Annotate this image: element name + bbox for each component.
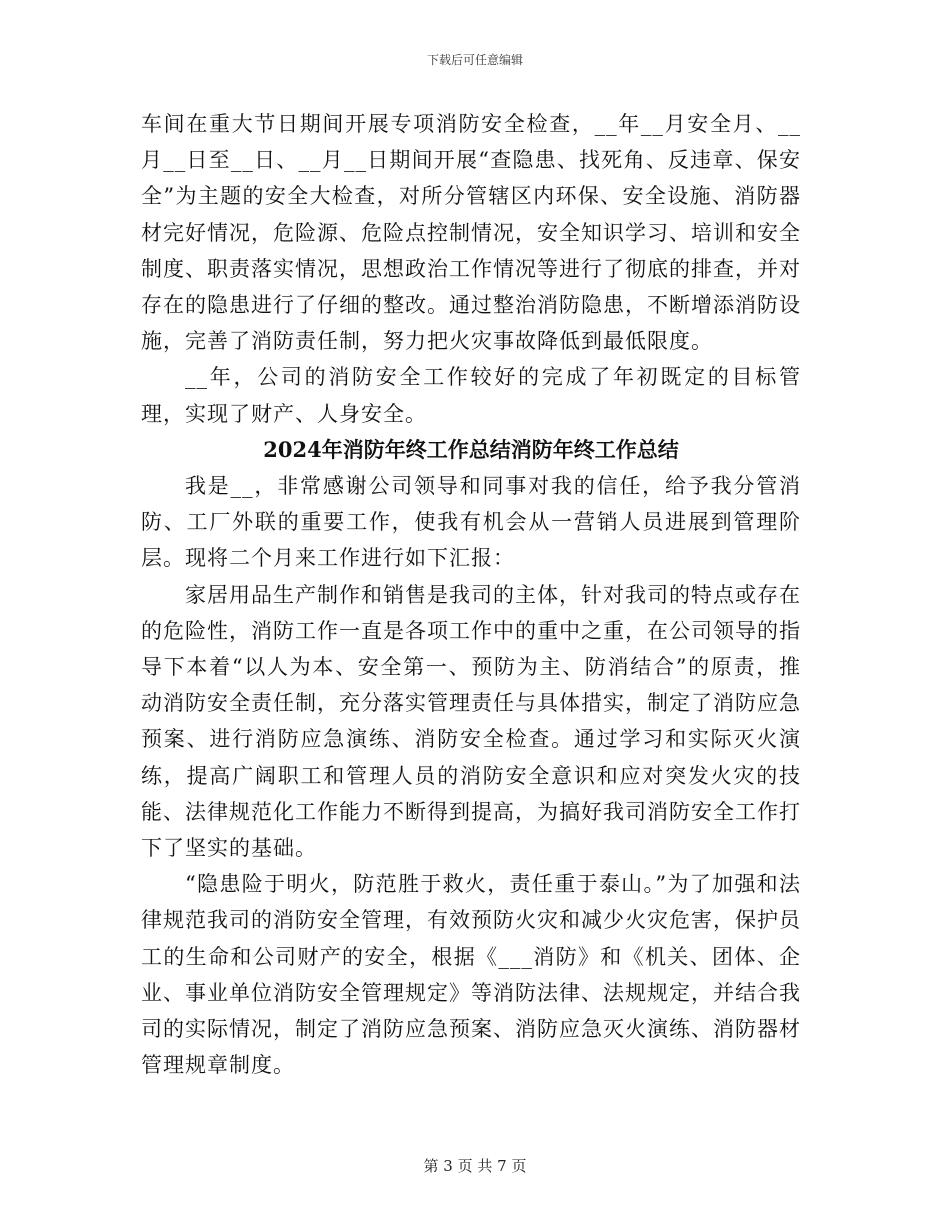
paragraph-fire-inspection: 车间在重大节日期间开展专项消防安全检查，__年__月安全月、__月__日至__日、__月__日期间开展“查隐患、找死角、反违章、保安全”为主题的安全大检查，对所分管辖区内环保、安全设施、消防器材完好情况，危险源、危险点控制情况，安全知识学习、培训和安全制度、职责落实情况，思想政治工作情况等进行了彻底的排查，并对存在的隐患进行了仔细的整改。通过整治消防隐患，不断增添消防设施，完善了消防责任制，努力把火灾事故降低到最低限度。 xyxy=(141,112,801,354)
paragraph-company-overview: 家居用品生产制作和销售是我司的主体，针对我司的特点或存在的危险性，消防工作一直是各项工作中的重中之重，在公司领导的指导下本着“以人为本、安全第一、预防为主、防消结合”的原责，推动消防安全责任制，充分落实管理责任与具体措实，制定了消防应急预案、进行消防应急演练、消防安全检查。通过学习和实际灭火演练，提高广阔职工和管理人员的消防安全意识和应对突发火灾的技能、法律规范化工作能力不断得到提高，为搞好我司消防安全工作打下了坚实的基础。 xyxy=(141,582,801,861)
paragraph-introduction: 我是__，非常感谢公司领导和同事对我的信任，给予我分管消防、工厂外联的重要工作，使我有机会从一营销人员进展到管理阶层。现将二个月来工作进行如下汇报： xyxy=(141,474,801,571)
paragraph-safety-policy: “隐患险于明火，防范胜于救火，责任重于泰山。”为了加强和法律规范我司的消防安全管理，有效预防火灾和减少火灾危害，保护员工的生命和公司财产的安全，根据《___消防》和《机关、团体、企业、事业单位消防安全管理规定》等消防法律、法规规定，并结合我司的实际情况，制定了消防应急预案、消防应急灭火演练、消防器材管理规章制度。 xyxy=(141,872,801,1078)
section-heading: 2024年消防年终工作总结消防年终工作总结 xyxy=(263,436,679,462)
page-header: 下载后可任意编辑 xyxy=(426,53,523,67)
paragraph-annual-result: __年，公司的消防安全工作较好的完成了年初既定的目标管理，实现了财产、人身安全。 xyxy=(141,365,801,426)
page-number: 第 3 页 共 7 页 xyxy=(423,1157,527,1175)
document-body xyxy=(141,106,801,1083)
